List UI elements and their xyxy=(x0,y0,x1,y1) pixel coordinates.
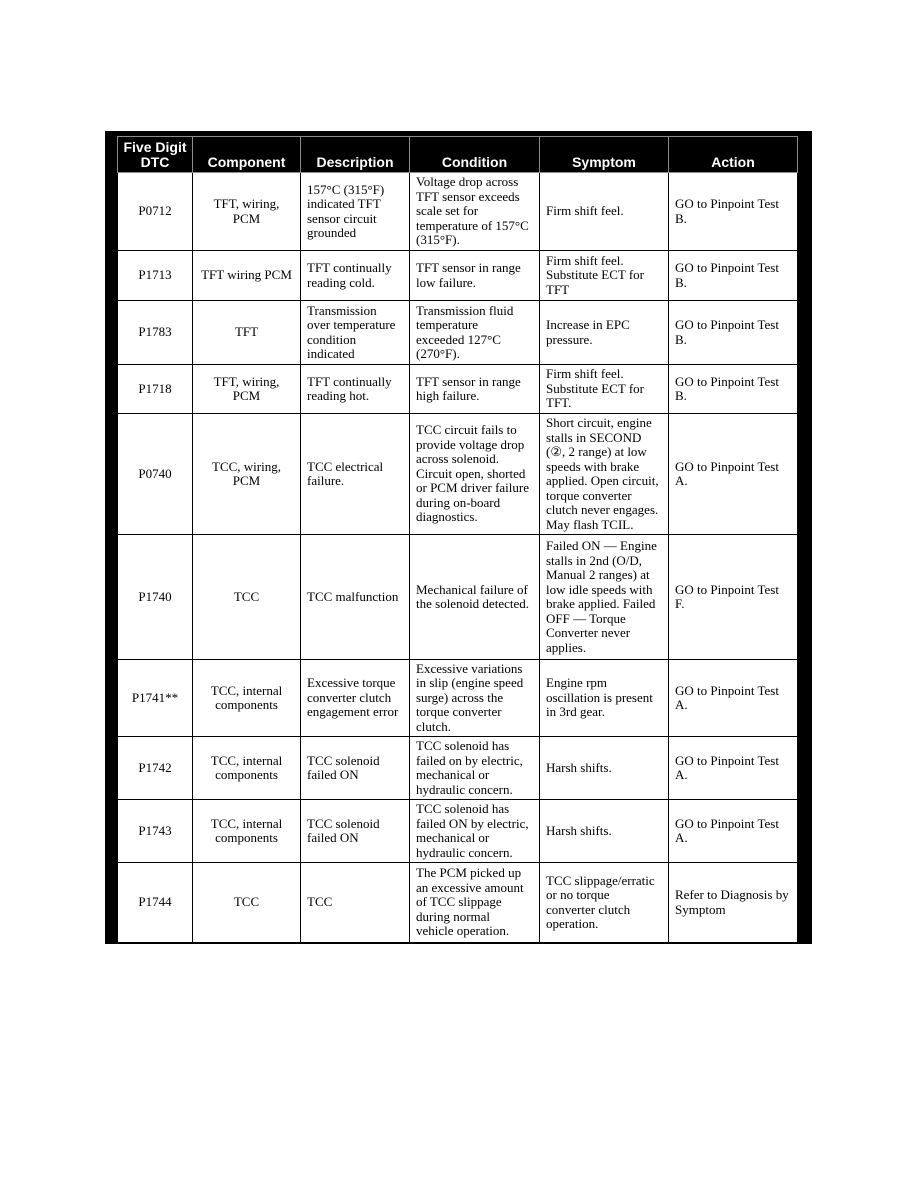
symptom-cell: TCC slippage/erratic or no torque converter clutch operation. xyxy=(540,863,669,943)
condition-cell: TFT sensor in range high failure. xyxy=(410,365,540,414)
component-cell: TCC xyxy=(193,863,301,943)
description-cell: TCC electrical failure. xyxy=(301,414,410,535)
condition-cell: Mechanical failure of the solenoid detected. xyxy=(410,535,540,660)
symptom-cell: Failed ON — Engine stalls in 2nd (O/D, Manual 2 ranges) at low idle speeds with brake applied. Failed OFF — Torque Converter never applies. xyxy=(540,535,669,660)
table-row xyxy=(118,251,798,301)
component-cell: TCC xyxy=(193,535,301,660)
component-cell: TFT, wiring, PCM xyxy=(193,365,301,414)
dtc-cell: P1713 xyxy=(118,251,193,301)
condition-cell: Excessive variations in slip (engine speed surge) across the torque converter clutch. xyxy=(410,660,540,737)
header-component: Component xyxy=(193,137,301,173)
action-cell: GO to Pinpoint Test F. xyxy=(669,535,798,660)
dtc-cell: P0712 xyxy=(118,173,193,251)
description-cell: Excessive torque converter clutch engagement error xyxy=(301,660,410,737)
dtc-table-frame xyxy=(105,131,812,944)
symptom-cell: Firm shift feel. Substitute ECT for TFT xyxy=(540,251,669,301)
condition-cell: TCC solenoid has failed on by electric, mechanical or hydraulic concern. xyxy=(410,737,540,800)
table-row xyxy=(118,414,798,535)
action-cell: GO to Pinpoint Test A. xyxy=(669,800,798,863)
component-cell: TCC, wiring, PCM xyxy=(193,414,301,535)
symptom-cell: Increase in EPC pressure. xyxy=(540,301,669,365)
description-cell: TCC xyxy=(301,863,410,943)
table-row xyxy=(118,737,798,800)
action-cell: GO to Pinpoint Test B. xyxy=(669,173,798,251)
description-cell: 157°C (315°F) indicated TFT sensor circuit grounded xyxy=(301,173,410,251)
symptom-cell: Harsh shifts. xyxy=(540,737,669,800)
dtc-cell: P1741** xyxy=(118,660,193,737)
condition-cell: TFT sensor in range low failure. xyxy=(410,251,540,301)
symptom-cell: Short circuit, engine stalls in SECOND (②, 2 range) at low speeds with brake applied. Open circuit, torque converter clutch never engages. May flash TCIL. xyxy=(540,414,669,535)
table-header-row xyxy=(118,137,798,173)
component-cell: TCC, internal components xyxy=(193,737,301,800)
condition-cell: Voltage drop across TFT sensor exceeds scale set for temperature of 157°C (315°F). xyxy=(410,173,540,251)
dtc-cell: P1743 xyxy=(118,800,193,863)
table-row xyxy=(118,800,798,863)
table-row xyxy=(118,660,798,737)
action-cell: GO to Pinpoint Test A. xyxy=(669,737,798,800)
action-cell: GO to Pinpoint Test B. xyxy=(669,301,798,365)
component-cell: TFT, wiring, PCM xyxy=(193,173,301,251)
description-cell: TCC solenoid failed ON xyxy=(301,737,410,800)
component-cell: TCC, internal components xyxy=(193,800,301,863)
action-cell: GO to Pinpoint Test A. xyxy=(669,414,798,535)
table-row xyxy=(118,535,798,660)
symptom-cell: Firm shift feel. xyxy=(540,173,669,251)
symptom-cell: Harsh shifts. xyxy=(540,800,669,863)
header-symptom: Symptom xyxy=(540,137,669,173)
dtc-table xyxy=(117,136,798,943)
description-cell: TCC solenoid failed ON xyxy=(301,800,410,863)
component-cell: TFT xyxy=(193,301,301,365)
symptom-cell: Firm shift feel. Substitute ECT for TFT. xyxy=(540,365,669,414)
header-dtc: Five Digit DTC xyxy=(118,137,193,173)
symptom-cell: Engine rpm oscillation is present in 3rd gear. xyxy=(540,660,669,737)
header-action: Action xyxy=(669,137,798,173)
table-row xyxy=(118,365,798,414)
header-description: Description xyxy=(301,137,410,173)
description-cell: Transmission over temperature condition indicated xyxy=(301,301,410,365)
action-cell: GO to Pinpoint Test B. xyxy=(669,251,798,301)
dtc-cell: P1742 xyxy=(118,737,193,800)
dtc-cell: P1744 xyxy=(118,863,193,943)
action-cell: GO to Pinpoint Test A. xyxy=(669,660,798,737)
table-row xyxy=(118,173,798,251)
action-cell: GO to Pinpoint Test B. xyxy=(669,365,798,414)
dtc-cell: P1740 xyxy=(118,535,193,660)
header-condition: Condition xyxy=(410,137,540,173)
condition-cell: Transmission fluid temperature exceeded 127°C (270°F). xyxy=(410,301,540,365)
action-cell: Refer to Diagnosis by Symptom xyxy=(669,863,798,943)
condition-cell: The PCM picked up an excessive amount of TCC slippage during normal vehicle operation. xyxy=(410,863,540,943)
table-row xyxy=(118,301,798,365)
dtc-cell: P1718 xyxy=(118,365,193,414)
dtc-cell: P0740 xyxy=(118,414,193,535)
table-row xyxy=(118,863,798,943)
condition-cell: TCC circuit fails to provide voltage drop across solenoid. Circuit open, shorted or PCM driver failure during on-board diagnostics. xyxy=(410,414,540,535)
description-cell: TFT continually reading cold. xyxy=(301,251,410,301)
component-cell: TCC, internal components xyxy=(193,660,301,737)
dtc-cell: P1783 xyxy=(118,301,193,365)
condition-cell: TCC solenoid has failed ON by electric, mechanical or hydraulic concern. xyxy=(410,800,540,863)
description-cell: TCC malfunction xyxy=(301,535,410,660)
description-cell: TFT continually reading hot. xyxy=(301,365,410,414)
component-cell: TFT wiring PCM xyxy=(193,251,301,301)
